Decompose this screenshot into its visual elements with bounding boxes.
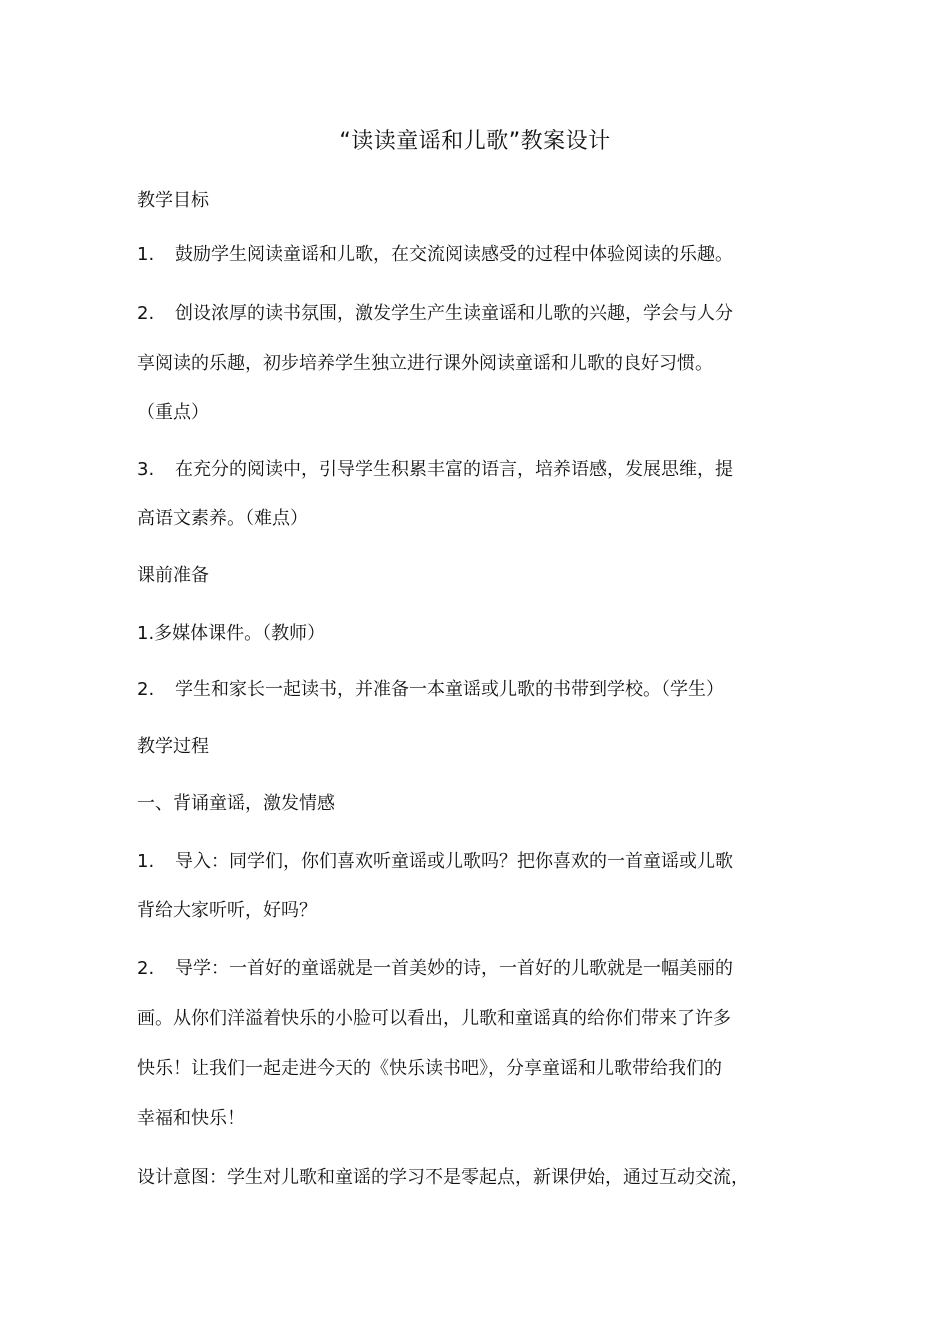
step-1-item-2-line-2: 画。从你们洋溢着快乐的小脸可以看出，儿歌和童谣真的给你们带来了许多 <box>137 1008 731 1029</box>
step-1-item-2-line-3: 快乐！让我们一起走进今天的《快乐读书吧》，分享童谣和儿歌带给我们的 <box>137 1058 722 1079</box>
goal-2-text-line-2: 享阅读的乐趣，初步培养学生独立进行课外阅读童谣和儿歌的良好习惯。 <box>137 353 713 374</box>
goal-2-text-line-1: 创设浓厚的读书氛围，激发学生产生读童谣和儿歌的兴趣，学会与人分 <box>175 303 733 324</box>
section-heading-goals: 教学目标 <box>137 190 209 211</box>
goal-item-3 <box>137 458 733 482</box>
goal-3-text-line-2: 高语文素养。（难点） <box>137 508 308 529</box>
prep-item-1: 1.多媒体课件。（教师） <box>137 623 326 644</box>
step-1-item-2-number: 2. <box>137 958 155 979</box>
prep-2-text: 学生和家长一起读书，并准备一本童谣或儿歌的书带到学校。（学生） <box>175 679 724 700</box>
goal-2-text-line-3: （重点） <box>137 402 209 423</box>
goal-item-2 <box>137 302 733 326</box>
step-1-heading: 一、背诵童谣，激发情感 <box>137 793 335 814</box>
step-1-item-2 <box>137 957 733 981</box>
step-1-item-2-line-1: 导学：一首好的童谣就是一首美妙的诗，一首好的儿歌就是一幅美丽的 <box>175 958 733 979</box>
goal-3-text-line-1: 在充分的阅读中，引导学生积累丰富的语言，培养语感，发展思维，提 <box>175 459 733 480</box>
step-1-item-1-number: 1. <box>137 851 155 872</box>
document-title: “读读童谣和儿歌”教案设计 <box>339 129 611 154</box>
prep-item-2 <box>137 678 724 702</box>
section-heading-prep: 课前准备 <box>137 565 209 586</box>
step-1-item-1 <box>137 850 733 874</box>
step-1-item-1-line-1: 导入：同学们，你们喜欢听童谣或儿歌吗？把你喜欢的一首童谣或儿歌 <box>175 851 733 872</box>
step-1-item-2-line-4: 幸福和快乐！ <box>137 1108 245 1129</box>
section-heading-process: 教学过程 <box>137 736 209 757</box>
step-1-item-1-line-2: 背给大家听听，好吗？ <box>137 900 317 921</box>
goal-1-number: 1. <box>137 244 155 265</box>
design-intent-paragraph: 设计意图：学生对儿歌和童谣的学习不是零起点，新课伊始，通过互动交流， <box>137 1167 749 1188</box>
goal-item-1 <box>137 243 733 267</box>
prep-2-number: 2. <box>137 679 155 700</box>
goal-3-number: 3. <box>137 459 155 480</box>
goal-2-number: 2. <box>137 303 155 324</box>
goal-1-text: 鼓励学生阅读童谣和儿歌，在交流阅读感受的过程中体验阅读的乐趣。 <box>175 244 733 265</box>
